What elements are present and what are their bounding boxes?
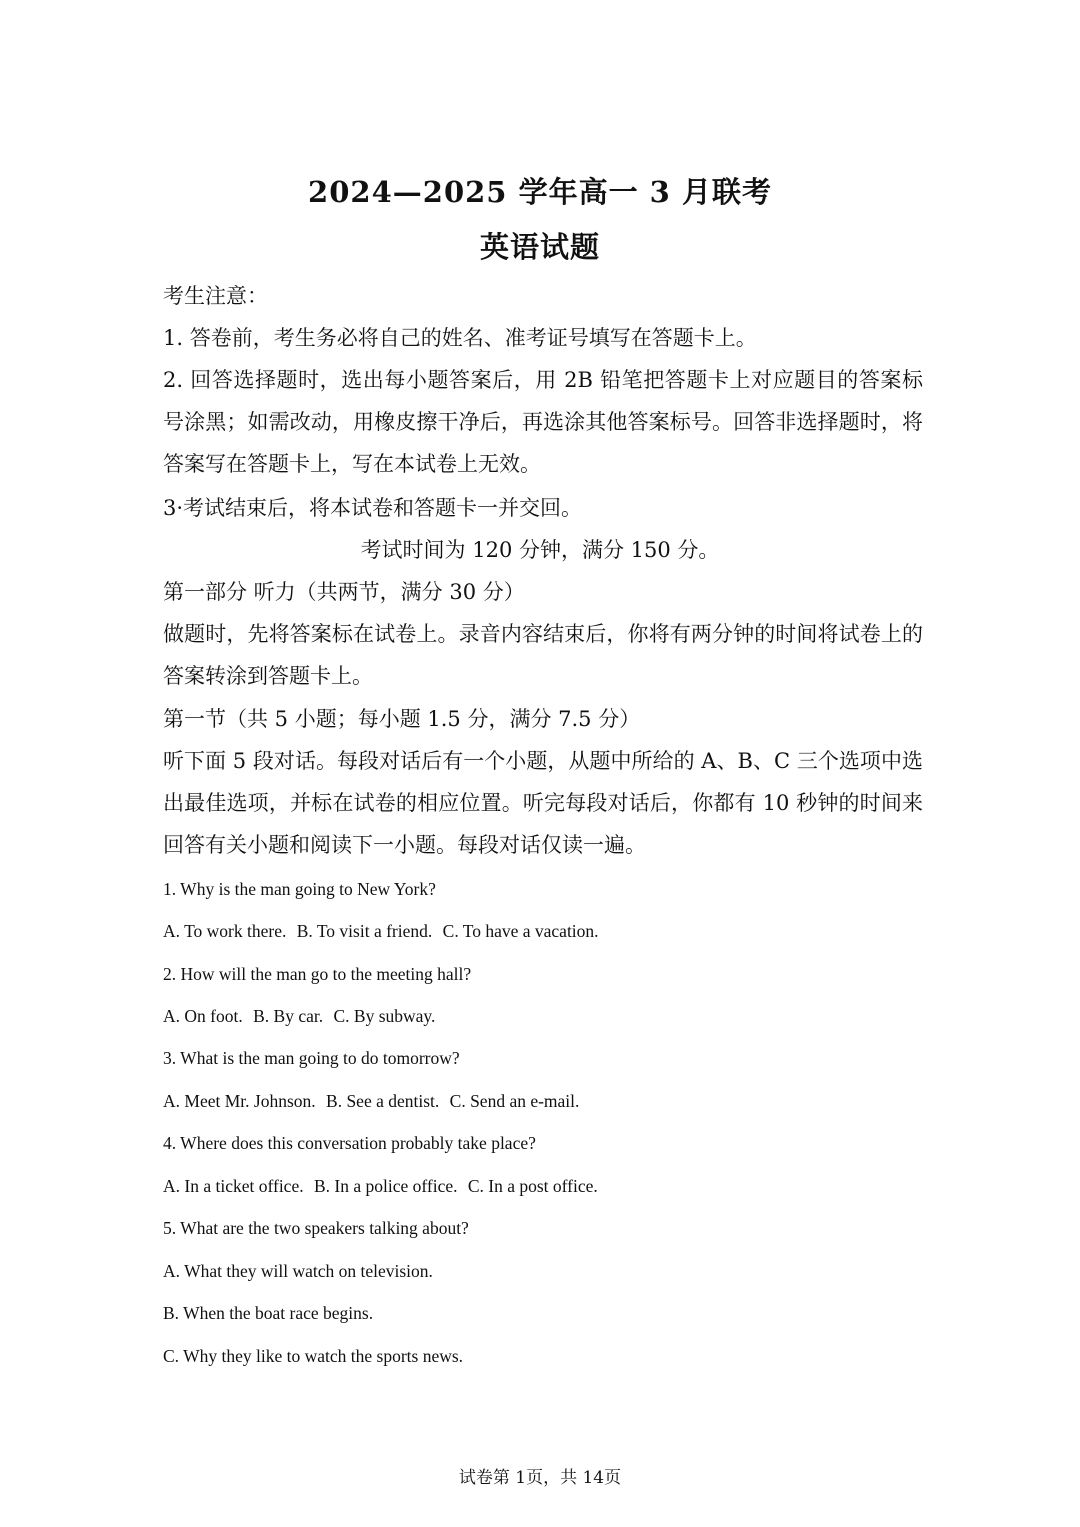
option-c: C. To have a vacation. bbox=[442, 921, 599, 941]
subject-title: 英语试题 bbox=[479, 230, 600, 264]
option-a: A. To work there. bbox=[163, 921, 287, 941]
question-3-options bbox=[163, 1089, 923, 1113]
question-5-option-c: C. Why they like to watch the sports news. bbox=[163, 1346, 464, 1366]
question-5: 5. What are the two speakers talking about? bbox=[163, 1218, 469, 1238]
part1-heading: 第一部分 听力（共两节，满分 30 分） bbox=[163, 580, 525, 604]
option-c: C. By subway. bbox=[333, 1006, 436, 1026]
option-c: C. Send an e-mail. bbox=[449, 1091, 580, 1111]
option-a: A. Meet Mr. Johnson. bbox=[163, 1091, 316, 1111]
option-b: B. To visit a friend. bbox=[296, 921, 433, 941]
question-1-options bbox=[163, 919, 923, 943]
notice-item-1: 1. 答卷前，考生务必将自己的姓名、准考证号填写在答题卡上。 bbox=[163, 326, 757, 350]
option-a: A. In a ticket office. bbox=[163, 1176, 304, 1196]
question-2-options bbox=[163, 1004, 923, 1028]
question-3: 3. What is the man going to do tomorrow? bbox=[163, 1048, 460, 1068]
option-b: B. By car. bbox=[253, 1006, 324, 1026]
option-c: C. In a post office. bbox=[467, 1176, 598, 1196]
notice-item-2: 2. 回答选择题时，选出每小题答案后，用 2B 铅笔把答题卡上对应题目的答案标号涂黑；如需改动，用橡皮擦干净后，再选涂其他答案标号。回答非选择题时，将答案写在答题卡上，写在本试卷上无效。 bbox=[163, 368, 923, 476]
question-5-option-a: A. What they will watch on television. bbox=[163, 1261, 433, 1281]
question-1: 1. Why is the man going to New York? bbox=[163, 879, 436, 899]
section1-intro: 听下面 5 段对话。每段对话后有一个小题，从题中所给的 A、B、C 三个选项中选出最佳选项，并标在试卷的相应位置。听完每段对话后，你都有 10 秒钟的时间来回答有关小题和阅读下一小题。每段对话仅读一遍。 bbox=[163, 749, 923, 857]
page-footer: 试卷第 1页，共 14页 bbox=[458, 1468, 622, 1488]
exam-time-note: 考试时间为 120 分钟，满分 150 分。 bbox=[360, 538, 720, 562]
section1-heading: 第一节（共 5 小题；每小题 1.5 分，满分 7.5 分） bbox=[163, 707, 641, 731]
notice-item-3: 3·考试结束后，将本试卷和答题卡一并交回。 bbox=[163, 496, 583, 520]
part1-intro: 做题时，先将答案标在试卷上。录音内容结束后，你将有两分钟的时间将试卷上的答案转涂到答题卡上。 bbox=[163, 622, 923, 688]
option-b: B. In a police office. bbox=[313, 1176, 458, 1196]
question-4: 4. Where does this conversation probably take place? bbox=[163, 1133, 536, 1153]
exam-title: 2024—2025 学年高一 3 月联考 bbox=[308, 175, 772, 209]
option-b: B. See a dentist. bbox=[326, 1091, 440, 1111]
option-a: A. On foot. bbox=[163, 1006, 243, 1026]
question-4-options bbox=[163, 1174, 923, 1198]
notice-heading: 考生注意： bbox=[163, 284, 268, 308]
question-2: 2. How will the man go to the meeting hall? bbox=[163, 964, 472, 984]
question-5-option-b: B. When the boat race begins. bbox=[163, 1303, 374, 1323]
